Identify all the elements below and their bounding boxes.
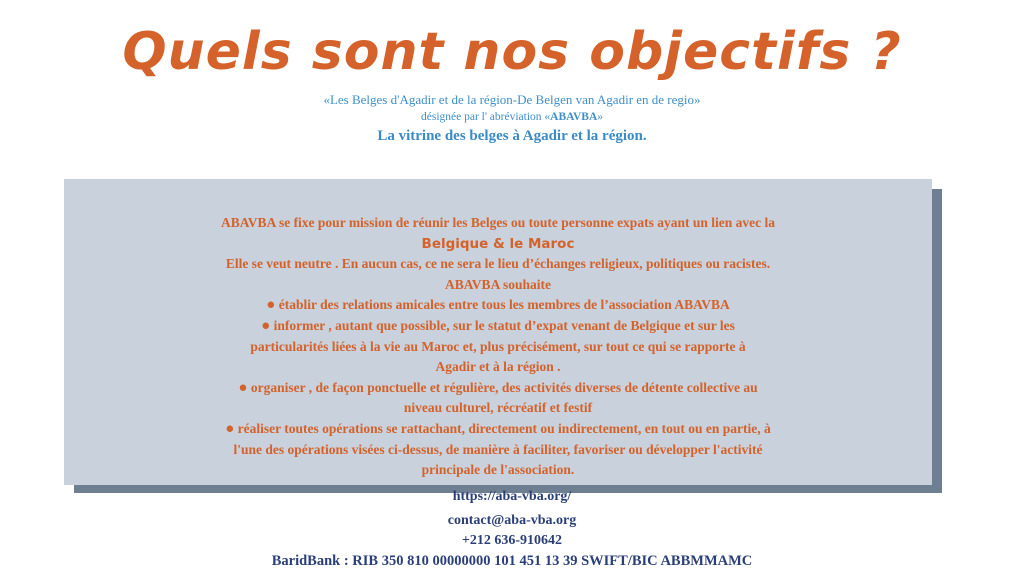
objective-text: principale de l'association. — [421, 462, 575, 478]
abbreviation-suffix: » — [597, 111, 603, 123]
mission-wishes: ABAVBA souhaite — [445, 276, 551, 292]
phone-number: +212 636-910642 — [461, 533, 563, 548]
bullet-icon: ● — [238, 379, 248, 396]
bullet-icon: ● — [261, 317, 271, 334]
page-title: Quels sont nos objectifs ? — [122, 22, 902, 82]
bullet-icon: ● — [266, 297, 276, 314]
association-full-name: «Les Belges d'Agadir et de la région-De Belgen van Agadir en de regio» — [323, 92, 701, 107]
email-link[interactable]: contact@aba-vba.org — [447, 513, 577, 528]
bank-details: BaridBank : RIB 350 810 00000000 101 451 13 39 SWIFT/BIC ABBMMAMC — [271, 553, 753, 569]
objective-text: niveau culturel, récréatif et festif — [403, 400, 593, 416]
abbreviation: ABAVBA — [550, 111, 598, 123]
mission-countries: Belgique & le Maroc — [421, 235, 575, 252]
objective-text: Agadir et à la région . — [435, 359, 561, 375]
objective-item — [64, 419, 932, 440]
objective-text: organiser , de façon ponctuelle et régulière, des activités diverses de détente collective au — [247, 379, 758, 395]
objective-text: établir des relations amicales entre tous les membres de l’association ABAVBA — [275, 297, 730, 313]
objective-text: particularités liées à la vie au Maroc et, plus précisément, sur tout ce qui se rapporte à — [250, 338, 746, 354]
website-link[interactable]: https://aba-vba.org/ — [452, 489, 572, 504]
mission-content — [64, 213, 932, 481]
abbreviation-prefix: désignée par l' abréviation « — [421, 111, 551, 123]
objective-item — [64, 316, 932, 337]
objective-text: réaliser toutes opérations se rattachant, directement ou indirectement, en tout ou en partie, à — [234, 420, 771, 436]
objective-item — [64, 295, 932, 316]
objective-item — [64, 378, 932, 399]
mission-intro: ABAVBA se fixe pour mission de réunir les Belges ou toute personne expats ayant un lien avec la — [221, 215, 775, 230]
objective-text: l'une des opérations visées ci-dessus, de manière à faciliter, favoriser ou développer l'activité — [233, 441, 763, 457]
abbreviation-line — [0, 111, 1024, 123]
tagline: La vitrine des belges à Agadir et la région. — [377, 128, 647, 144]
objective-text: informer , autant que possible, sur le statut d’expat venant de Belgique et sur les — [270, 317, 735, 333]
mission-card — [64, 179, 932, 485]
bullet-icon: ● — [225, 420, 235, 437]
mission-neutrality: Elle se veut neutre . En aucun cas, ce ne sera le lieu d’échanges religieux, politiques ou racistes. — [225, 256, 771, 272]
